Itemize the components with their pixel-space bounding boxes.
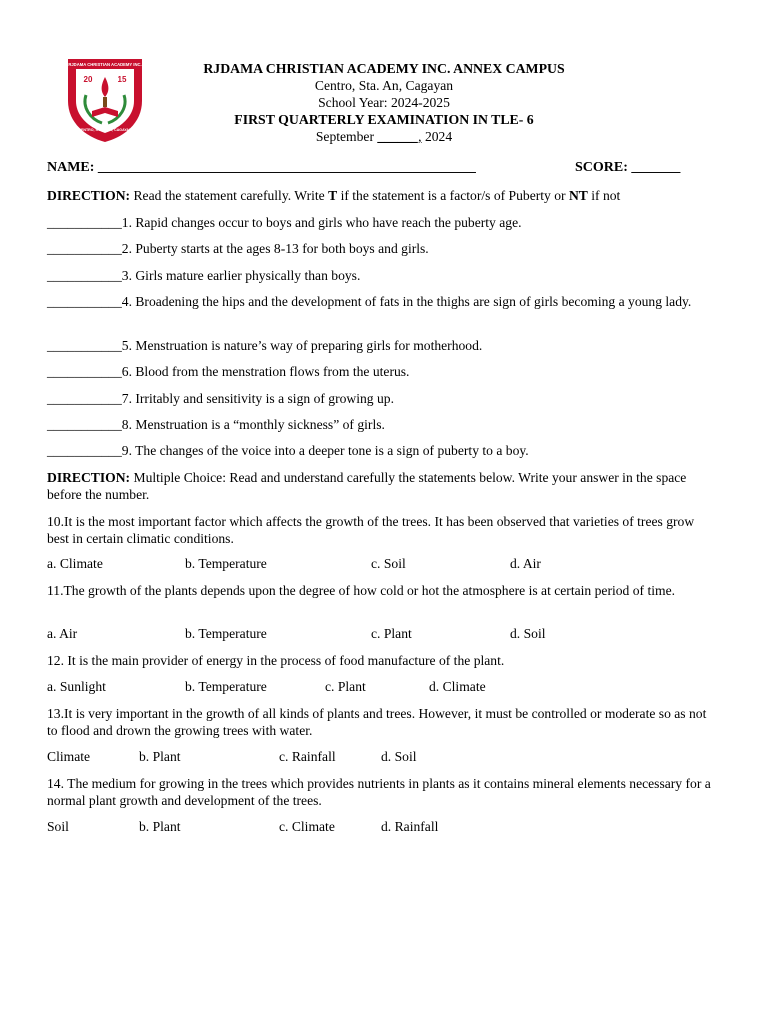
direction-nt: NT [568,188,588,203]
mc-choices-14 [47,819,719,836]
school-address: Centro, Sta. An, Cagayan [314,78,454,93]
answer-blank[interactable]: ___________ [47,391,122,406]
mc-question-12: 12. It is the main provider of energy in the process of food manufacture of the plant. [47,653,505,668]
choice-c: c. Plant [371,626,412,641]
date-blank: ______, [377,129,422,144]
date-suffix: 2024 [421,129,453,144]
choice-d: d. Soil [510,626,546,641]
choice-b: b. Temperature [185,626,267,641]
direction-text: Read the statement carefully. Write [130,188,329,203]
direction-label: DIRECTION: [47,470,131,485]
tf-item-4 [47,294,719,311]
school-year: School Year: 2024-2025 [318,95,450,110]
choice-a: Climate [47,749,91,764]
score-field[interactable]: SCORE: _______ [575,160,681,175]
direction-t: T [328,188,338,203]
direction-multiple-choice [47,470,719,503]
mc-choices-12 [47,679,719,696]
tf-item-7 [47,391,719,408]
mc-question-10: 10.It is the most important factor which affects the growth of the trees. It has been observed that varieties of trees grow best in certain climatic conditions. [47,514,695,546]
mc-question-14: 14. The medium for growing in the trees which provides nutrients in plants as it contains mineral elements necessary for a normal plant growth and development of the trees. [47,776,711,808]
question-text: 3. Girls mature earlier physically than boys. [121,268,361,283]
question-text: 4. Broadening the hips and the development of fats in the thighs are sign of girls becoming a young lady. [121,294,692,309]
exam-header [160,60,608,145]
tf-item-6 [47,364,719,381]
mc-choices-13 [47,749,719,766]
logo-torch-handle [103,97,107,107]
question-text: 2. Puberty starts at the ages 8-13 for both boys and girls. [121,241,429,256]
answer-blank[interactable]: ___________ [47,215,122,230]
choice-c: c. Climate [279,819,335,834]
choice-d: d. Soil [381,749,417,764]
tf-item-8 [47,417,719,434]
question-text: 1. Rapid changes occur to boys and girls who have reach the puberty age. [121,215,522,230]
tf-item-3 [47,268,719,285]
tf-item-9 [47,443,719,460]
mc-choices-10 [47,556,719,573]
name-field[interactable]: NAME: ______________________________________________________ [47,160,476,175]
logo-year-left: 20 [83,75,93,84]
tf-item-2 [47,241,719,258]
choice-c: c. Rainfall [279,749,336,764]
question-text: 6. Blood from the menstration flows from the uterus. [121,364,410,379]
exam-title: FIRST QUARTERLY EXAMINATION IN TLE- 6 [234,112,534,127]
mc-choices-11 [47,626,719,643]
answer-blank[interactable]: ___________ [47,268,122,283]
exam-date [160,128,608,145]
mc-question-13: 13.It is very important in the growth of all kinds of plants and trees. However, it must be controlled or moderate so as not to flood and drown the growing trees with water. [47,706,707,738]
choice-d: d. Rainfall [381,819,439,834]
direction-label: DIRECTION: [47,188,131,203]
choice-b: b. Temperature [185,556,267,571]
answer-blank[interactable]: ___________ [47,338,122,353]
question-text: 8. Menstruation is a “monthly sickness” of girls. [121,417,385,432]
school-name: RJDAMA CHRISTIAN ACADEMY INC. ANNEX CAMPUS [203,61,565,76]
mc-question-11: 11.The growth of the plants depends upon the degree of how cold or hot the atmosphere is at certain period of time. [47,583,676,598]
choice-a: a. Sunlight [47,679,106,694]
choice-c: c. Plant [325,679,366,694]
choice-c: c. Soil [371,556,406,571]
logo-year-right: 15 [117,75,127,84]
answer-blank[interactable]: ___________ [47,364,122,379]
choice-a: a. Air [47,626,78,641]
answer-blank[interactable]: ___________ [47,294,122,309]
choice-a: a. Climate [47,556,103,571]
answer-blank[interactable]: ___________ [47,443,122,458]
direction-text: if the statement is a factor/s of Puberty or [337,188,569,203]
choice-b: b. Temperature [185,679,267,694]
logo-bottom-text: CENTRO, STA. ANA, CAGAYAN [78,128,132,132]
answer-blank[interactable]: ___________ [47,241,122,256]
choice-b: b. Plant [139,749,181,764]
choice-b: b. Plant [139,819,181,834]
choice-d: d. Air [510,556,541,571]
question-text: 7. Irritably and sensitivity is a sign of growing up. [121,391,394,406]
tf-item-5 [47,338,719,355]
direction-text: Multiple Choice: Read and understand carefully the statements below. Write your answer in the space before the number. [47,470,687,502]
date-prefix: September [315,129,378,144]
name-score-row [47,160,719,176]
question-text: 9. The changes of the voice into a deeper tone is a sign of puberty to a boy. [121,443,529,458]
question-text: 5. Menstruation is nature’s way of preparing girls for motherhood. [121,338,483,353]
tf-item-1 [47,215,719,232]
direction-true-false [47,188,719,205]
school-logo [64,55,146,143]
choice-d: d. Climate [429,679,486,694]
direction-text: if not [587,188,621,203]
logo-top-text: RJDAMA CHRISTIAN ACADEMY INC. [68,62,142,67]
choice-a: Soil [47,819,69,834]
answer-blank[interactable]: ___________ [47,417,122,432]
